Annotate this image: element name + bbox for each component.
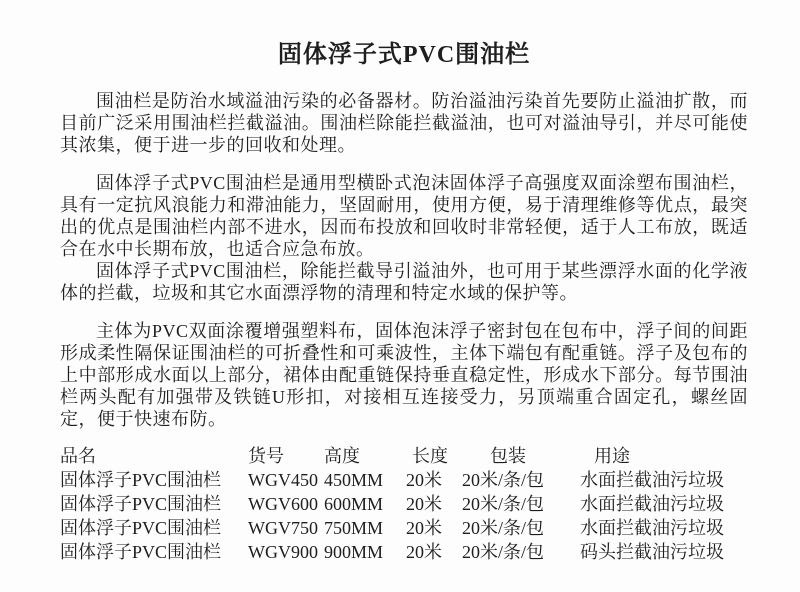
cell-model: WGV600 <box>248 494 318 514</box>
paragraph-applications: 固体浮子式PVC围油栏，除能拦截导引溢油外，也可用于某些漂浮水面的化学液体的拦截，垃圾和其它水面漂浮物的清理和特定水域的保护等。 <box>60 261 748 303</box>
column-header-model: 货号 <box>248 446 284 466</box>
table-row <box>60 492 748 516</box>
cell-packing: 20米/条/包 <box>462 494 545 514</box>
cell-product-name: 固体浮子PVC围油栏 <box>60 542 222 562</box>
page-title: 固体浮子式PVC围油栏 <box>277 42 531 68</box>
cell-usage: 水面拦截油污垃圾 <box>580 470 724 490</box>
cell-packing: 20米/条/包 <box>462 470 545 490</box>
cell-length: 20米 <box>406 494 442 514</box>
column-header-height: 高度 <box>324 446 360 466</box>
cell-length: 20米 <box>406 542 442 562</box>
cell-usage: 码头拦截油污垃圾 <box>580 542 724 562</box>
table-row <box>60 468 748 492</box>
cell-usage: 水面拦截油污垃圾 <box>580 494 724 514</box>
column-header-length: 长度 <box>412 446 448 466</box>
cell-packing: 20米/条/包 <box>462 518 545 538</box>
paragraph-intro: 围油栏是防治水域溢油污染的必备器材。防治溢油污染首先要防止溢油扩散，而目前广泛采用围油栏拦截溢油。围油栏除能拦截溢油，也可对溢油导引，并尽可能使其浓集，便于进一步的回收和处理。 <box>60 91 748 155</box>
table-row <box>60 540 748 564</box>
cell-height: 450MM <box>324 470 384 490</box>
cell-product-name: 固体浮子PVC围油栏 <box>60 470 222 490</box>
cell-length: 20米 <box>406 470 442 490</box>
cell-height: 600MM <box>324 494 384 514</box>
cell-model: WGV900 <box>248 542 318 562</box>
product-spec-table <box>60 444 748 564</box>
cell-height: 750MM <box>324 518 384 538</box>
column-header-product-name: 品名 <box>60 446 96 466</box>
cell-model: WGV450 <box>248 470 318 490</box>
cell-packing: 20米/条/包 <box>462 542 545 562</box>
table-row <box>60 516 748 540</box>
paragraph-construction: 主体为PVC双面涂覆增强塑料布，固体泡沫浮子密封包在包布中，浮子间的间距形成柔性隔保证围油栏的可折叠性和可乘波性，主体下端包有配重链。浮子及包布的上中部形成水面以上部分，裙体由配重链保持垂直稳定性，形成水下部分。每节围油栏两头配有加强带及铁链U形扣，对接相互连接受力，另顶端重合固定孔，螺丝固定，便于快速布防。 <box>60 321 748 429</box>
cell-model: WGV750 <box>248 518 318 538</box>
table-header-row <box>60 444 748 468</box>
cell-length: 20米 <box>406 518 442 538</box>
column-header-packing: 包装 <box>490 446 526 466</box>
cell-product-name: 固体浮子PVC围油栏 <box>60 494 222 514</box>
cell-usage: 水面拦截油污垃圾 <box>580 518 724 538</box>
column-header-usage: 用途 <box>594 446 630 466</box>
cell-product-name: 固体浮子PVC围油栏 <box>60 518 222 538</box>
paragraph-features: 固体浮子式PVC围油栏是通用型横卧式泡沫固体浮子高强度双面涂塑布围油栏，具有一定抗风浪能力和滞油能力，坚固耐用，使用方便，易于清理维修等优点，最突出的优点是围油栏内部不进水，因而布投放和回收时非常轻便，适于人工布放，既适合在水中长期布放，也适合应急布放。 <box>60 173 748 259</box>
cell-height: 900MM <box>324 542 384 562</box>
